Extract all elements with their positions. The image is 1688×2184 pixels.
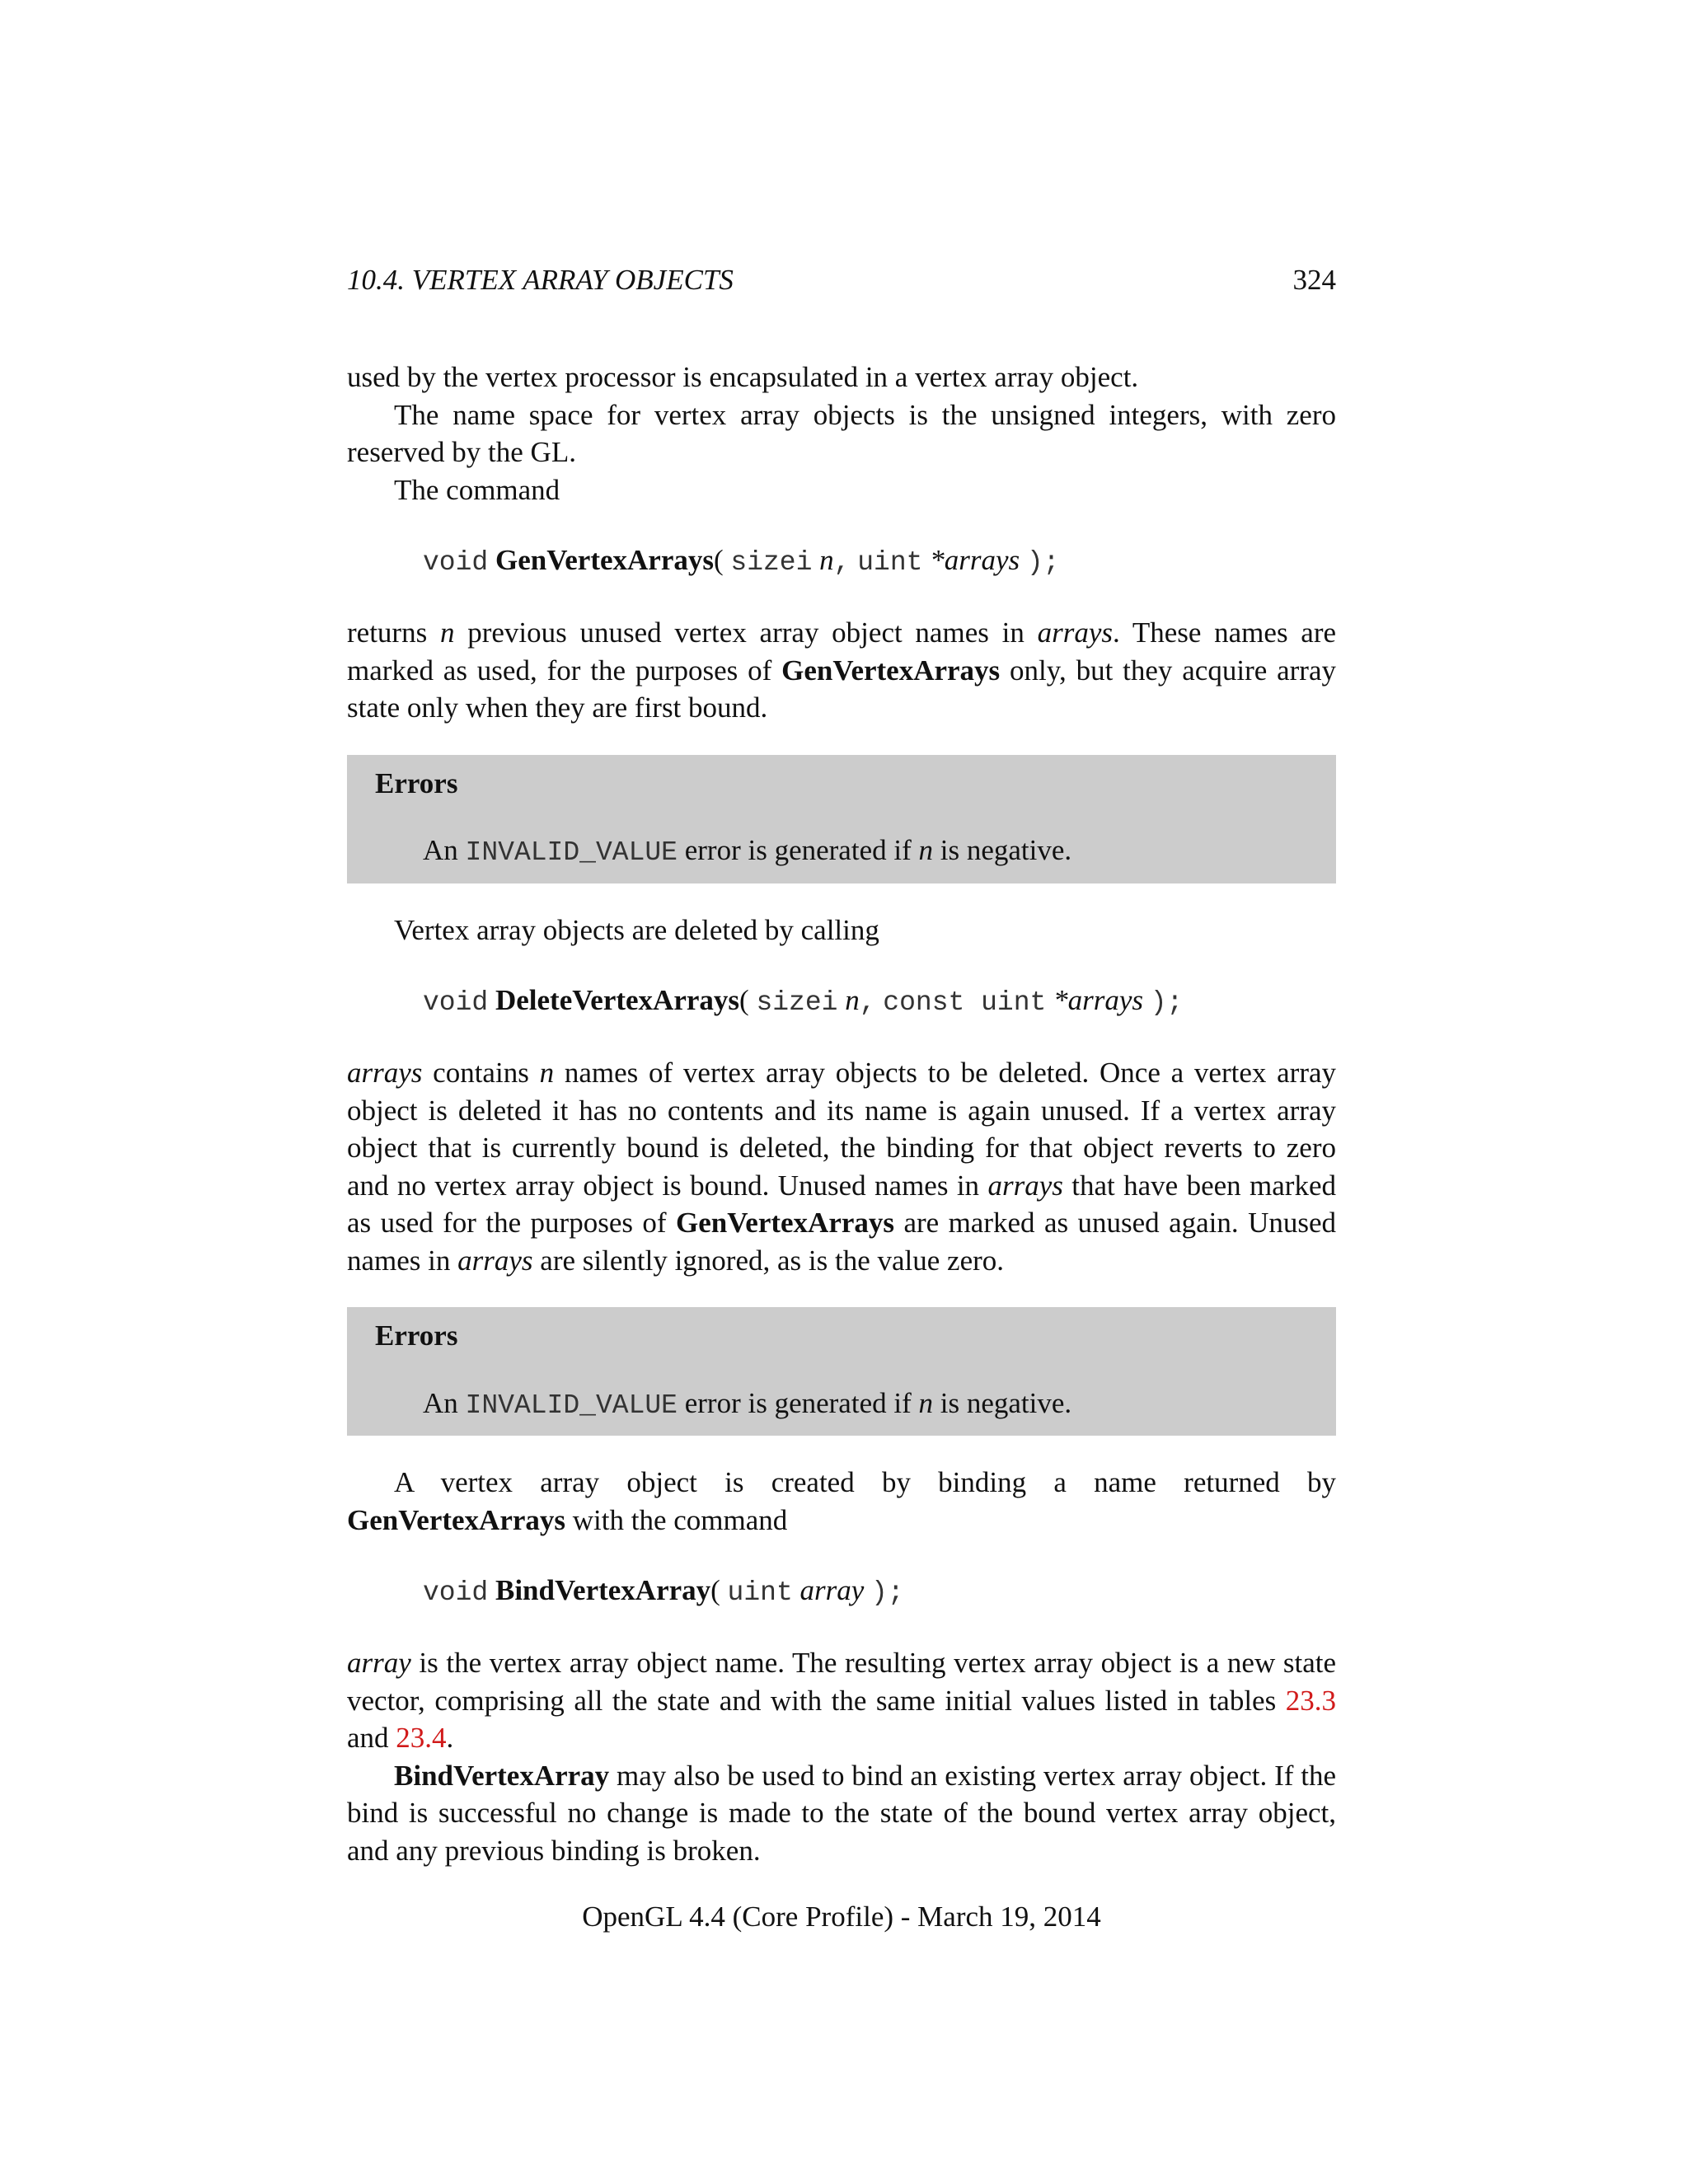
text: previous unused vertex array object names in [467,616,1025,649]
text: are silently ignored, as is the value zero. [540,1244,1005,1277]
param-ref: arrays [987,1169,1063,1202]
return-type: void [423,547,489,578]
running-header [347,261,1336,299]
text: . [446,1722,454,1754]
paren-open: ( [739,984,749,1016]
text: error is generated if [684,1386,912,1419]
page-body [347,359,1336,1869]
paren-close: ); [871,1577,904,1608]
error-text [423,1385,1336,1425]
function-ref: GenVertexArrays [676,1207,895,1239]
text: are marked as unused again. Unused names in [347,1207,1336,1277]
text: and [347,1722,389,1754]
param-name: *arrays [930,544,1020,576]
param-ref: n [539,1057,555,1089]
text: . These names are marked as used, for the purposes of [347,616,1337,687]
page-number: 324 [1292,264,1336,296]
text: may also be used to bind an existing vertex array object. If the bind is successful no change is made to the state of the bound vertex array object, and any previous binding is broken. [347,1759,1337,1867]
paren-close: ); [1026,547,1060,578]
param-type: uint [727,1577,793,1608]
return-type: void [423,987,489,1018]
param-type: sizei [756,987,838,1018]
paragraph [347,1644,1336,1757]
text: that have been marked as used for the purposes of [347,1169,1336,1239]
errors-box [347,755,1336,883]
paragraph [347,1054,1336,1279]
comma: , [833,547,851,578]
paragraph [347,1757,1336,1870]
text: An [423,834,458,866]
table-link[interactable]: 23.4 [396,1722,447,1754]
function-prototype-gen-vertex-arrays [423,541,1336,581]
paragraph [347,1464,1336,1539]
text: error is generated if [684,834,912,866]
section-title: 10.4. VERTEX ARRAY OBJECTS [347,264,734,296]
error-text [423,832,1336,872]
page-footer: OpenGL 4.4 (Core Profile) - March 19, 2014 [582,1900,1101,1933]
text: returns [347,616,428,649]
paragraph: The command [394,473,560,506]
text: A vertex array object is created by binding a name returned by [394,1466,1336,1498]
error-code: INVALID_VALUE [465,837,678,868]
function-prototype-delete-vertex-arrays [423,982,1336,1021]
text: only, but they acquire array state only when they are first bound. [347,654,1336,724]
param-name: *arrays [1053,984,1143,1016]
return-type: void [423,1577,489,1608]
paragraph [347,614,1336,727]
param-type: sizei [730,547,813,578]
table-link[interactable]: 23.3 [1285,1684,1336,1717]
param-name: n [819,544,834,576]
errors-heading: Errors [375,766,458,799]
param-ref: n [439,616,455,649]
function-name: BindVertexArray [495,1574,711,1606]
param-name: array [799,1574,865,1606]
comma: , [859,987,876,1018]
function-ref: BindVertexArray [394,1759,610,1792]
function-ref: GenVertexArrays [347,1503,566,1536]
text: An [423,1386,458,1419]
paragraph: Vertex array objects are deleted by calling [394,913,879,946]
errors-box [347,1307,1336,1436]
param-ref: arrays [1037,616,1113,649]
paragraph: The name space for vertex array objects is the unsigned integers, with zero reserved by the GL. [347,398,1336,468]
param-type: uint [857,547,923,578]
paren-close: ); [1150,987,1184,1018]
text: names of vertex array objects to be deleted. Once a vertex array object is deleted it has no contents and its name is again unused. If a vertex array object that is currently bound is deleted, the binding for that object reverts to zero and no vertex array object is bound. Unused names in [347,1057,1337,1202]
text: is negative. [940,834,1072,866]
paren-open: ( [713,544,724,576]
text: with the command [572,1503,788,1536]
text: contains [433,1057,529,1089]
text: is negative. [940,1386,1072,1419]
error-code: INVALID_VALUE [465,1390,678,1421]
errors-heading: Errors [375,1319,458,1352]
function-ref: GenVertexArrays [781,654,1001,687]
paragraph: used by the vertex processor is encapsulated in a vertex array object. [347,361,1139,393]
function-name: DeleteVertexArrays [495,984,740,1016]
paren-open: ( [710,1574,720,1606]
function-name: GenVertexArrays [495,544,714,576]
param-type: const uint [883,987,1047,1018]
text: is the vertex array object name. The resulting vertex array object is a new state vector, comprising all the state and with the same initial values listed in tables [347,1647,1337,1717]
param-ref: arrays [347,1057,423,1089]
param-name: n [845,984,860,1016]
param-ref: arrays [457,1244,533,1277]
function-prototype-bind-vertex-array [423,1572,1336,1611]
param-ref: array [347,1647,411,1679]
param-ref: n [918,1386,933,1419]
param-ref: n [918,834,933,866]
